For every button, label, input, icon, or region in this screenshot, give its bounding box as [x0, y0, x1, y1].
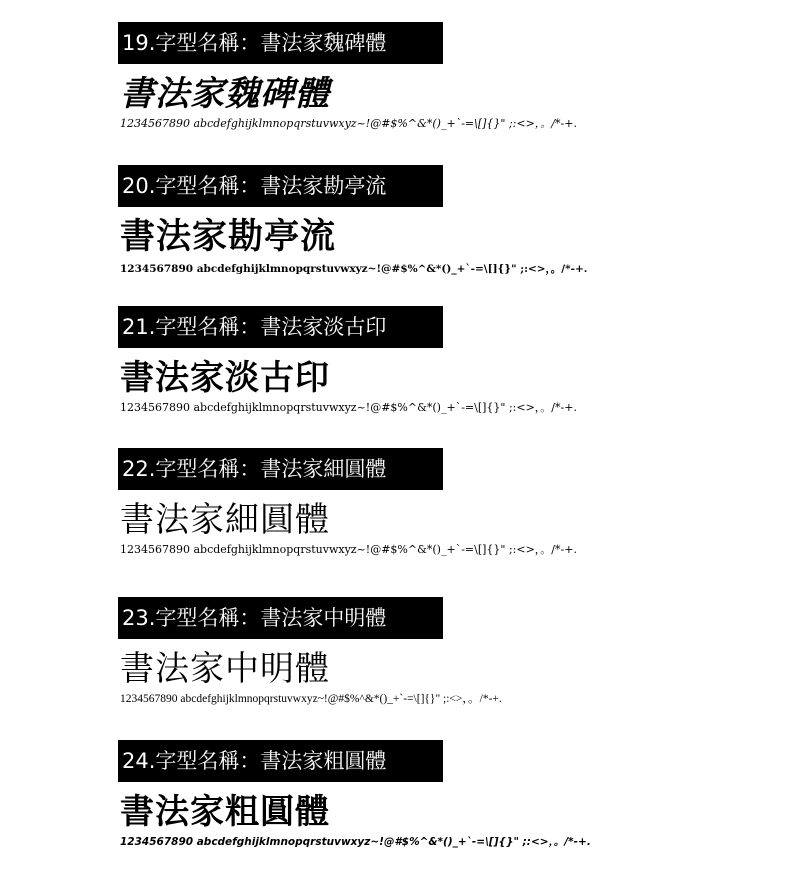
character-set-sample: 1234567890 abcdefghijklmnopqrstuvwxyz~!@#$%^&*()_+`-=\[]{}" ;:<>，。/*-+. — [120, 836, 591, 848]
font-title-bar: 23.字型名稱：書法家中明體 — [118, 597, 443, 639]
font-title-bar: 24.字型名稱：書法家粗圓體 — [118, 740, 443, 782]
font-title-bar: 22.字型名稱：書法家細圓體 — [118, 448, 443, 490]
character-set-sample: 1234567890 abcdefghijklmnopqrstuvwxyz~!@#$%^&*()_+`-=\[]{}" ;:<>，。/*-+. — [120, 693, 502, 705]
large-sample-text: 書法家細圓體 — [120, 500, 330, 540]
large-sample-text: 書法家淡古印 — [120, 358, 330, 398]
character-set-sample: 1234567890 abcdefghijklmnopqrstuvwxyz~!@#$%^&*()_+`-=\[]{}" ;:<>，。/*-+. — [120, 263, 588, 275]
large-sample-text: 書法家魏碑體 — [120, 74, 330, 114]
font-title-bar: 19.字型名稱：書法家魏碑體 — [118, 22, 443, 64]
large-sample-text: 書法家粗圓體 — [120, 792, 330, 832]
large-sample-text: 書法家中明體 — [120, 649, 330, 689]
character-set-sample: 1234567890 abcdefghijklmnopqrstuvwxyz~!@#$%^&*()_+`-=\[]{}" ;:<>，。/*-+. — [120, 543, 577, 556]
large-sample-text: 書法家勘亭流 — [120, 217, 337, 257]
character-set-sample: 1234567890 abcdefghijklmnopqrstuvwxyz~!@#$%^&*()_+`-=\[]{}" ;:<>，。/*-+. — [120, 401, 577, 414]
character-set-sample: 1234567890 abcdefghijklmnopqrstuvwxyz~!@#$%^&*()_+`-=\[]{}" ;:<>，。/*-+. — [120, 117, 577, 130]
font-title-bar: 21.字型名稱：書法家淡古印 — [118, 306, 443, 348]
font-title-bar: 20.字型名稱：書法家勘亭流 — [118, 165, 443, 207]
